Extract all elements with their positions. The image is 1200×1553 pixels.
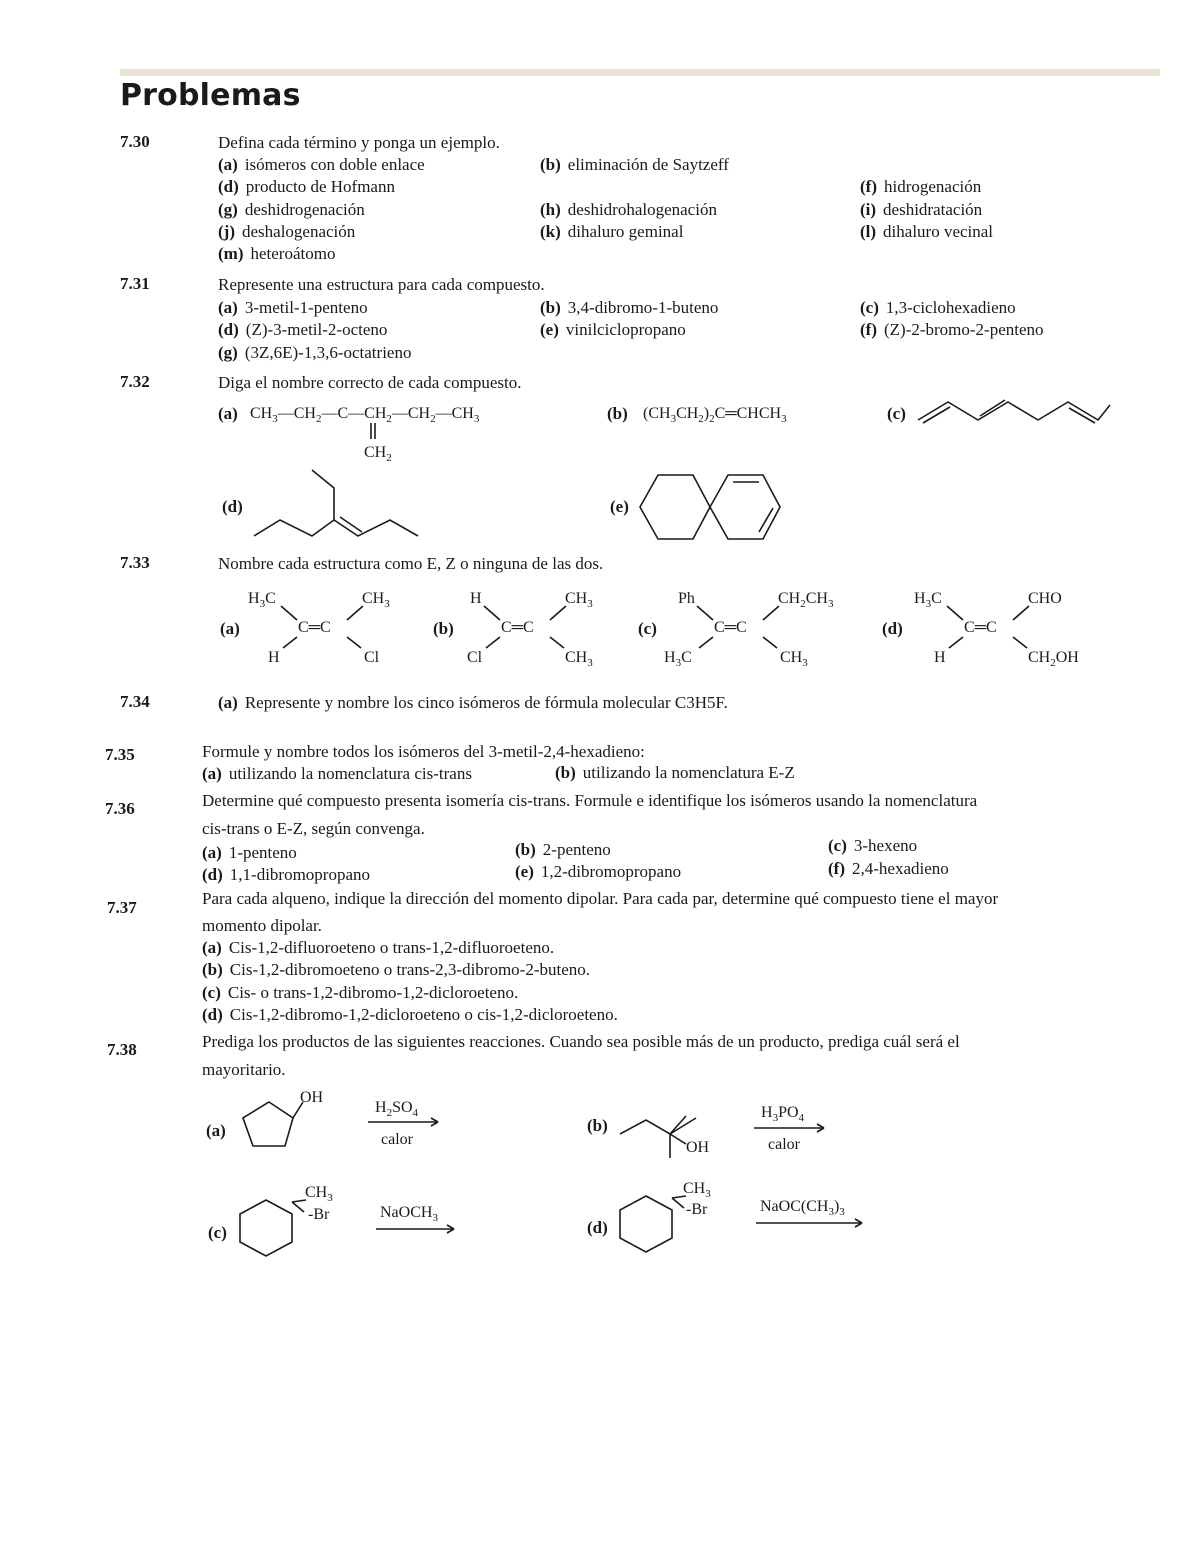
list-item: (a) isómeros con doble enlace xyxy=(218,155,425,174)
problem-number: 7.32 xyxy=(120,372,150,391)
list-item: (f) 2,4-hexadieno xyxy=(828,859,949,878)
double-bond-core: C═C xyxy=(964,619,997,636)
double-bond-core: C═C xyxy=(501,619,534,636)
methyl-group: $CH_3$ xyxy=(683,1180,711,1201)
item-label: (d) xyxy=(222,497,243,516)
reagent-b: $H_3PO_4$ xyxy=(761,1104,805,1125)
list-item: (a) utilizando la nomenclatura cis-trans xyxy=(202,764,472,783)
condition-heat: calor xyxy=(768,1136,800,1153)
problem-stem: Defina cada término y ponga un ejemplo. xyxy=(218,133,500,152)
list-item: (d) (Z)-3-metil-2-octeno xyxy=(218,320,388,339)
problem-stem-continued: cis-trans o E-Z, según convenga. xyxy=(202,819,425,838)
list-item: (f) (Z)-2-bromo-2-penteno xyxy=(860,320,1044,339)
reaction-arrow xyxy=(368,1116,442,1128)
item-label: (c) xyxy=(638,619,657,638)
substituent-bottom-left: H xyxy=(268,649,280,666)
item-label: (d) xyxy=(882,619,903,638)
problem-stem: Para cada alqueno, indique la dirección del momento dipolar. Para cada par, determine qué compuesto tiene el mayor xyxy=(202,889,999,908)
skeletal-structure-d xyxy=(250,466,430,542)
substituent-top-left: H xyxy=(470,590,482,607)
substituent-bottom-left: H xyxy=(934,649,946,666)
problem-stem: Prediga los productos de las siguientes reacciones. Cuando sea posible más de un producto, prediga cuál será el xyxy=(202,1032,960,1051)
substituent-top-left: Ph xyxy=(678,590,695,607)
bromo-group: -Br xyxy=(308,1206,330,1223)
list-item: (k) dihaluro geminal xyxy=(540,222,684,241)
skeletal-structure-c xyxy=(915,396,1115,426)
substituent-bottom-right: Cl xyxy=(364,649,380,666)
condensed-formula-b: $(CH_3CH_2)_2C═CHCH_3$ xyxy=(643,405,787,426)
condition-heat: calor xyxy=(381,1131,413,1148)
list-item: (d) Cis-1,2-dibromo-1,2-dicloroeteno o cis-1,2-dicloroeteno. xyxy=(202,1005,618,1024)
list-item: (i) deshidratación xyxy=(860,200,983,219)
item-label: (c) xyxy=(887,404,906,423)
double-bond-mark xyxy=(368,423,378,441)
reagent-c: NaOCH$_3$ xyxy=(380,1204,438,1225)
list-item: (c) 1,3-ciclohexadieno xyxy=(860,298,1016,317)
substituent-bottom-left: Cl xyxy=(467,649,483,666)
problem-stem: Represente una estructura para cada compuesto. xyxy=(218,275,545,294)
substituent-bottom-left: $H_3C$ xyxy=(664,649,692,670)
problem-stem-continued: mayoritario. xyxy=(202,1060,286,1079)
list-item: (g) (3Z,6E)-1,3,6-octatrieno xyxy=(218,343,412,362)
item-label: (b) xyxy=(607,404,628,423)
reagent-a: $H_2SO_4$ xyxy=(375,1099,419,1120)
list-item: (e) vinilciclopropano xyxy=(540,320,686,339)
reaction-arrow xyxy=(376,1223,458,1235)
bromo-group: -Br xyxy=(686,1201,708,1218)
hydroxyl-group: OH xyxy=(686,1139,710,1156)
list-item: (e) 1,2-dibromopropano xyxy=(515,862,682,881)
methylene-group: $CH_2$ xyxy=(364,444,392,465)
page-title: Problemas xyxy=(120,78,301,113)
list-item: (a) Represente y nombre los cinco isómeros de fórmula molecular C3H5F. xyxy=(218,693,728,712)
substituent-top-right: $CH_2CH_3$ xyxy=(778,590,834,611)
top-rule xyxy=(120,69,1160,76)
list-item: (d) 1,1-dibromopropano xyxy=(202,865,371,884)
list-item: (c) Cis- o trans-1,2-dibromo-1,2-dicloroeteno. xyxy=(202,983,519,1002)
bond-lines xyxy=(292,1200,312,1220)
list-item: (b) utilizando la nomenclatura E-Z xyxy=(555,763,795,782)
problem-stem: Determine qué compuesto presenta isomería cis-trans. Formule e identifique los isómeros usando la nomenclatura xyxy=(202,791,978,810)
item-label: (a) xyxy=(218,404,238,423)
list-item: (c) 3-hexeno xyxy=(828,836,918,855)
list-item: (a) 3-metil-1-penteno xyxy=(218,298,368,317)
substituent-top-left: $H_3C$ xyxy=(248,590,276,611)
substituent-bottom-right: $CH_3$ xyxy=(565,649,593,670)
problem-number: 7.34 xyxy=(120,692,150,711)
methyl-group: $CH_3$ xyxy=(305,1184,333,1205)
problem-number: 7.31 xyxy=(120,274,150,293)
list-item: (a) Cis-1,2-difluoroeteno o trans-1,2-difluoroeteno. xyxy=(202,938,555,957)
substituent-top-right: CHO xyxy=(1028,590,1062,607)
condensed-formula-a: $CH_3—CH_2—C—CH_2—CH_2—CH_3$ xyxy=(250,405,480,426)
substituent-top-left: $H_3C$ xyxy=(914,590,942,611)
list-item: (l) dihaluro vecinal xyxy=(860,222,994,241)
problem-number: 7.38 xyxy=(107,1040,137,1059)
problem-stem-continued: momento dipolar. xyxy=(202,916,322,935)
list-item: (h) deshidrohalogenación xyxy=(540,200,717,219)
list-item: (b) Cis-1,2-dibromoeteno o trans-2,3-dibromo-2-buteno. xyxy=(202,960,591,979)
problem-number: 7.36 xyxy=(105,799,135,818)
hydroxyl-group: OH xyxy=(300,1089,324,1106)
bond-lines xyxy=(941,604,1041,654)
problem-number: 7.33 xyxy=(120,553,150,572)
bond-lines xyxy=(672,1196,692,1216)
list-item: (b) 2-penteno xyxy=(515,840,611,859)
problem-number: 7.30 xyxy=(120,132,150,151)
bond-lines xyxy=(275,604,375,654)
list-item: (b) 3,4-dibromo-1-buteno xyxy=(540,298,719,317)
bond-lines xyxy=(691,604,791,654)
reaction-arrow xyxy=(754,1122,828,1134)
list-item: (m) heteroátomo xyxy=(218,244,336,263)
substituent-top-right: $CH_3$ xyxy=(362,590,390,611)
substituent-bottom-right: $CH_3$ xyxy=(780,649,808,670)
problem-number: 7.37 xyxy=(107,898,137,917)
list-item: (f) hidrogenación xyxy=(860,177,982,196)
problem-number: 7.35 xyxy=(105,745,135,764)
list-item: (a) 1-penteno xyxy=(202,843,297,862)
problem-stem: Nombre cada estructura como E, Z o ninguna de las dos. xyxy=(218,554,604,573)
item-label: (a) xyxy=(220,619,240,638)
item-label: (b) xyxy=(587,1116,608,1135)
bond-lines xyxy=(478,604,578,654)
reagent-d: $NaOC(CH_3)_3$ xyxy=(760,1198,845,1219)
substituent-bottom-right: $CH_2OH$ xyxy=(1028,649,1079,670)
substituent-top-right: $CH_3$ xyxy=(565,590,593,611)
problem-stem: Diga el nombre correcto de cada compuesto. xyxy=(218,373,522,392)
item-label: (d) xyxy=(587,1218,608,1237)
list-item: (d) producto de Hofmann xyxy=(218,177,395,196)
item-label: (c) xyxy=(208,1223,227,1242)
list-item: (b) eliminación de Saytzeff xyxy=(540,155,729,174)
reaction-arrow xyxy=(756,1217,866,1229)
double-bond-core: C═C xyxy=(714,619,747,636)
item-label: (a) xyxy=(206,1121,226,1140)
double-bond-core: C═C xyxy=(298,619,331,636)
cyclohexyl-cyclohexene-structure xyxy=(636,470,791,544)
item-label: (e) xyxy=(610,497,629,516)
list-item: (j) deshalogenación xyxy=(218,222,356,241)
list-item: (g) deshidrogenación xyxy=(218,200,365,219)
problem-stem: Formule y nombre todos los isómeros del 3-metil-2,4-hexadieno: xyxy=(202,742,645,761)
item-label: (b) xyxy=(433,619,454,638)
